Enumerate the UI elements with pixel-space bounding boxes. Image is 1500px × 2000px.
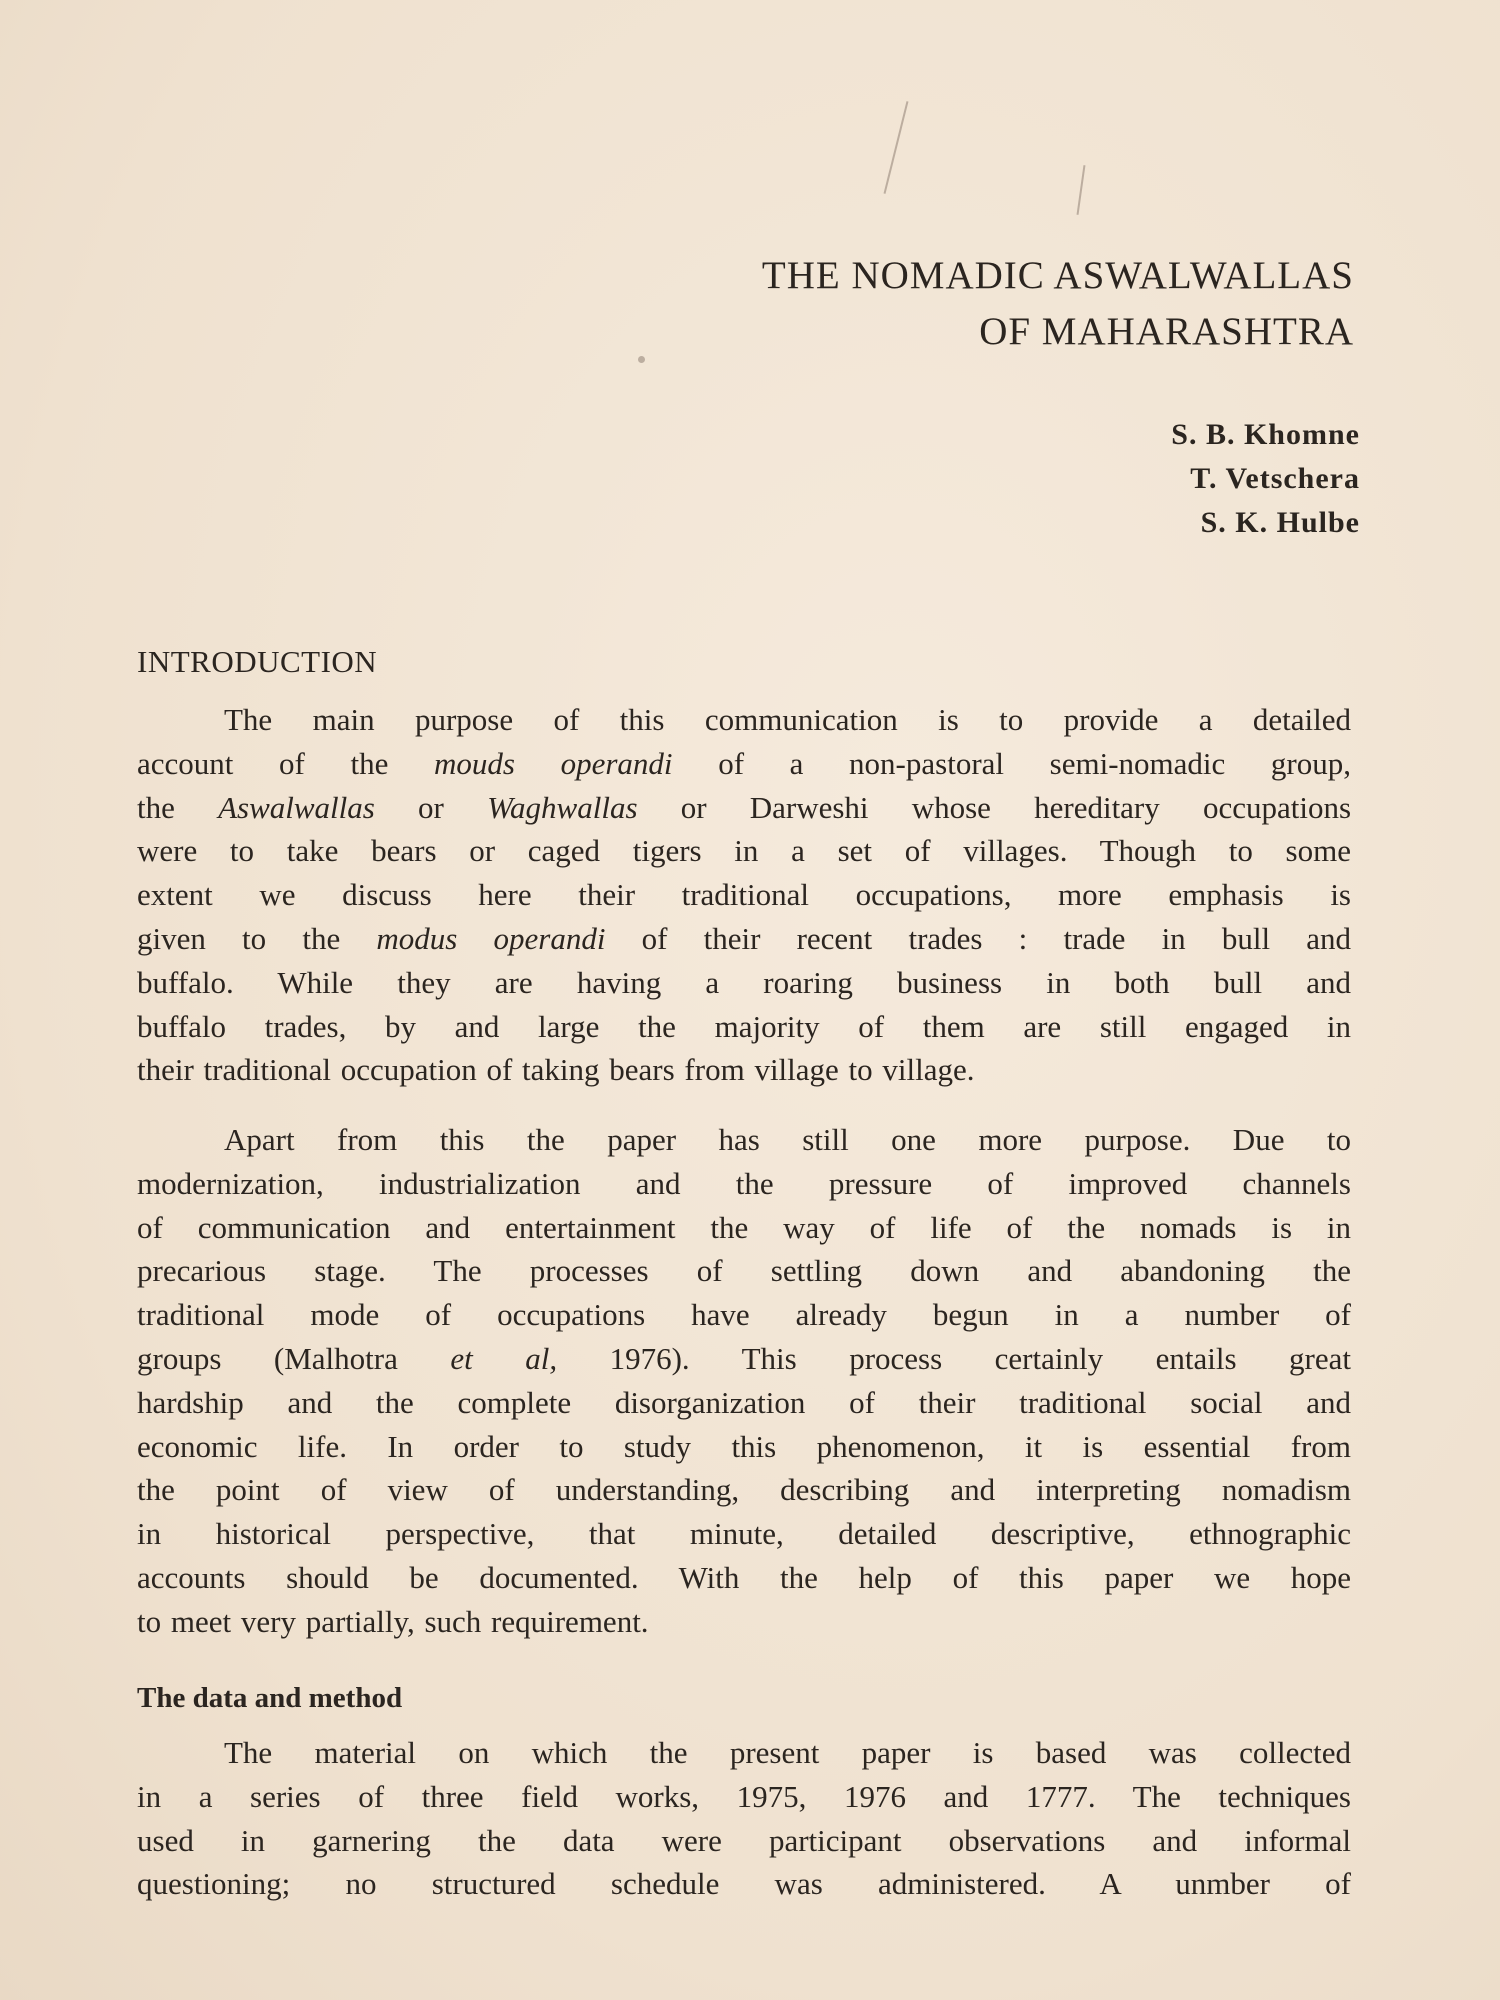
text-line: accounts should be documented. With the help of this paper we hope — [137, 1559, 1351, 1595]
text-line: precarious stage. The processes of settling down and abandoning the — [137, 1253, 1351, 1289]
text-line: buffalo. While they are having a roaring business in both bull and — [137, 964, 1351, 1000]
text-line: buffalo trades, by and large the majority of them are still engaged in — [137, 1008, 1351, 1044]
author-list — [1171, 413, 1360, 545]
text-line: in a series of three field works, 1975, 1976 and 1777. The techniques — [137, 1778, 1351, 1814]
paper-mark — [638, 356, 645, 363]
data-method-paragraph-1 — [137, 1731, 1351, 1906]
paper-mark — [884, 101, 909, 194]
text-line: Apart from this the paper has still one more purpose. Due to — [224, 1122, 1351, 1157]
text-line: of communication and entertainment the way of life of the nomads is in — [137, 1209, 1351, 1245]
introduction-paragraph-2 — [137, 1118, 1351, 1644]
paper-mark — [1077, 165, 1086, 215]
text-line: traditional mode of occupations have already begun in a number of — [137, 1297, 1351, 1333]
text-line: their traditional occupation of taking bears from village to village. — [137, 1052, 975, 1088]
author-1: S. B. Khomne — [1171, 418, 1360, 451]
introduction-heading: INTRODUCTION — [137, 644, 378, 679]
text-line: account of the mouds operandi of a non-pastoral semi-nomadic group, — [137, 745, 1351, 781]
title-line-2: OF MAHARASHTRA — [979, 310, 1354, 353]
text-line: groups (Malhotra et al, 1976). This process certainly entails great — [137, 1340, 1351, 1376]
article-title — [762, 248, 1354, 360]
text-line: hardship and the complete disorganization of their traditional social and — [137, 1384, 1351, 1420]
text-line: were to take bears or caged tigers in a set of villages. Though to some — [137, 833, 1351, 869]
text-line: economic life. In order to study this phenomenon, it is essential from — [137, 1428, 1351, 1464]
text-line: modernization, industrialization and the pressure of improved channels — [137, 1165, 1351, 1201]
text-line: in historical perspective, that minute, detailed descriptive, ethnographic — [137, 1516, 1351, 1552]
text-line: the point of view of understanding, describing and interpreting nomadism — [137, 1472, 1351, 1508]
author-2: T. Vetschera — [1190, 462, 1360, 495]
data-method-heading: The data and method — [137, 1682, 403, 1714]
text-line: to meet very partially, such requirement. — [137, 1603, 649, 1639]
text-line: the Aswalwallas or Waghwallas or Darweshi whose hereditary occupations — [137, 789, 1352, 825]
title-line-1: THE NOMADIC ASWALWALLAS — [761, 254, 1354, 297]
text-line: questioning; no structured schedule was administered. A unmber of — [137, 1866, 1351, 1902]
text-line: given to the modus operandi of their recent trades : trade in bull and — [137, 920, 1352, 956]
introduction-paragraph-1 — [137, 698, 1351, 1092]
author-3: S. K. Hulbe — [1200, 506, 1360, 539]
text-line: The material on which the present paper is based was collected — [224, 1735, 1351, 1770]
text-line: extent we discuss here their traditional occupations, more emphasis is — [137, 877, 1351, 913]
text-line: used in garnering the data were participant observations and informal — [137, 1822, 1351, 1858]
text-line: The main purpose of this communication is to provide a detailed — [224, 702, 1351, 737]
